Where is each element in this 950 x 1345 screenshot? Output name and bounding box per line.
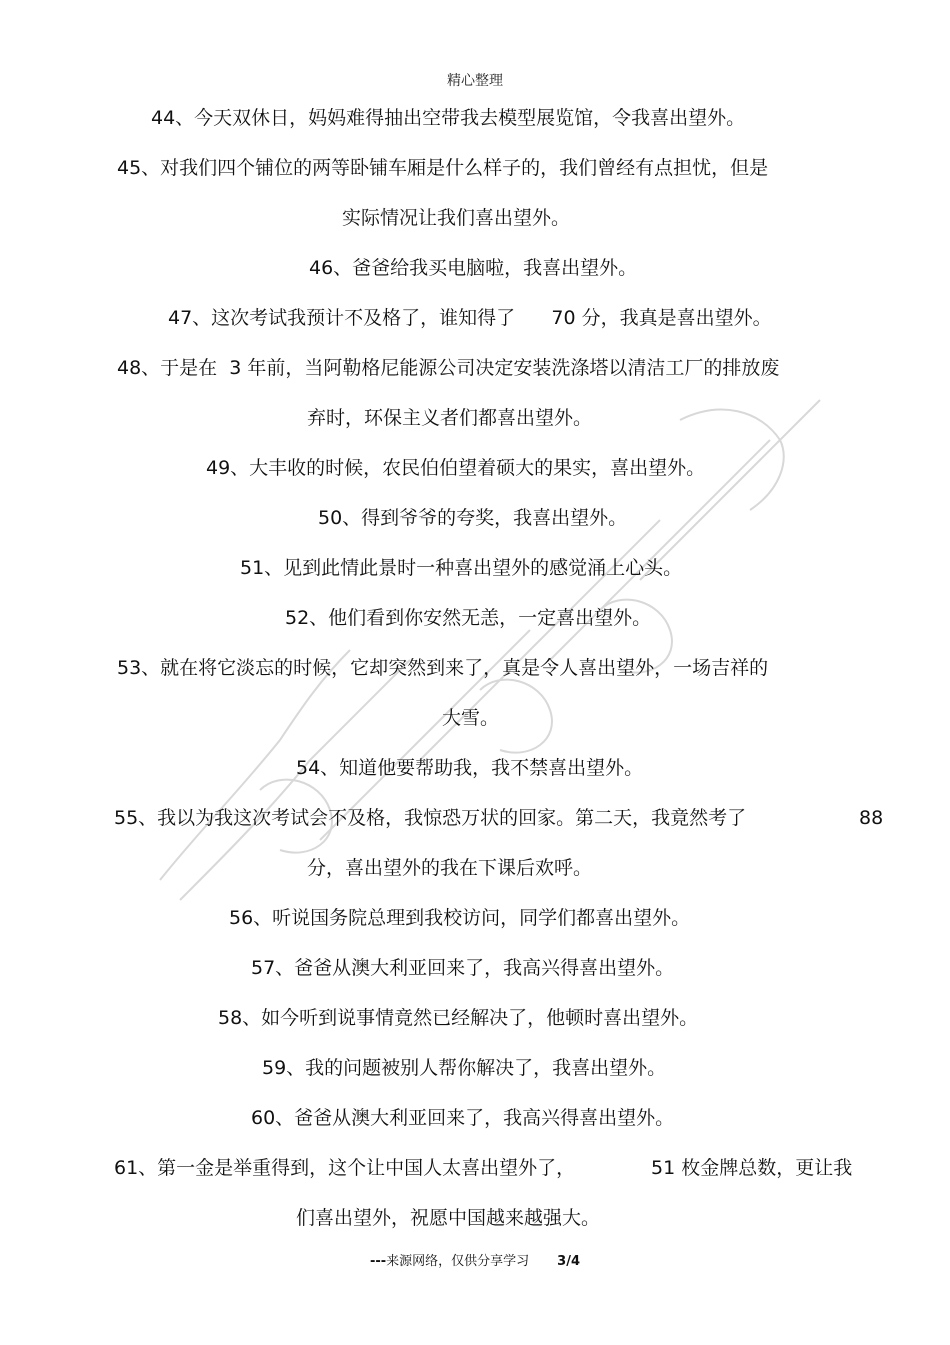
text-line-60: 60、爸爸从澳大利亚回来了，我高兴得喜出望外。 [251, 1107, 675, 1129]
text-line-55b: 分，喜出望外的我在下课后欢呼。 [307, 857, 593, 879]
page-footer [0, 1250, 950, 1269]
text-line-47: 47、这次考试我预计不及格了，谁知得了 70 分，我真是喜出望外。 [168, 307, 772, 329]
text-line-45a: 45、对我们四个铺位的两等卧铺车厢是什么样子的，我们曾经有点担忧，但是 [117, 157, 769, 179]
text-line-48a: 48、于是在 3 年前，当阿勒格尼能源公司决定安装洗涤塔以清洁工厂的排放废 [117, 357, 780, 379]
text-line-58: 58、如今听到说事情竟然已经解决了，他顿时喜出望外。 [218, 1007, 699, 1029]
text-line-45b: 实际情况让我们喜出望外。 [342, 207, 571, 229]
text-line-44: 44、今天双休日，妈妈难得抽出空带我去模型展览馆，令我喜出望外。 [151, 107, 746, 129]
watermark-graphic [120, 360, 840, 920]
text-line-53a: 53、就在将它淡忘的时候，它却突然到来了，真是令人喜出望外，一场吉祥的 [117, 657, 769, 679]
text-line-49: 49、大丰收的时候，农民伯伯望着硕大的果实，喜出望外。 [206, 457, 706, 479]
footer-source: 来源网络，仅供分享学习 [386, 1254, 530, 1269]
text-line-57: 57、爸爸从澳大利亚回来了，我高兴得喜出望外。 [251, 957, 675, 979]
page-header: 精心整理 [447, 73, 503, 89]
text-line-46: 46、爸爸给我买电脑啦，我喜出望外。 [309, 257, 638, 279]
text-line-53b: 大雪。 [442, 707, 500, 729]
text-line-59: 59、我的问题被别人帮你解决了，我喜出望外。 [262, 1057, 667, 1079]
text-line-50: 50、得到爷爷的夸奖，我喜出望外。 [318, 507, 628, 529]
page-number: 3/4 [557, 1254, 581, 1269]
text-line-52: 52、他们看到你安然无恙，一定喜出望外。 [285, 607, 652, 629]
text-line-54: 54、知道他要帮助我，我不禁喜出望外。 [296, 757, 644, 779]
text-line-61b: 们喜出望外，祝愿中国越来越强大。 [296, 1207, 601, 1229]
text-line-56: 56、听说国务院总理到我校访问，同学们都喜出望外。 [229, 907, 691, 929]
text-line-61a: 61、第一金是举重得到，这个让中国人太喜出望外了， [114, 1157, 576, 1179]
text-line-48b: 弃时，环保主义者们都喜出望外。 [307, 407, 593, 429]
text-line-55-score: 88 [859, 807, 884, 829]
text-line-55a: 55、我以为我这次考试会不及格，我惊恐万状的回家。第二天，我竟然考了 [114, 807, 747, 829]
text-line-51: 51、见到此情此景时一种喜出望外的感觉涌上心头。 [240, 557, 683, 579]
text-line-61-count: 51 枚金牌总数，更让我 [651, 1157, 853, 1179]
footer-dash: --- [369, 1254, 387, 1269]
